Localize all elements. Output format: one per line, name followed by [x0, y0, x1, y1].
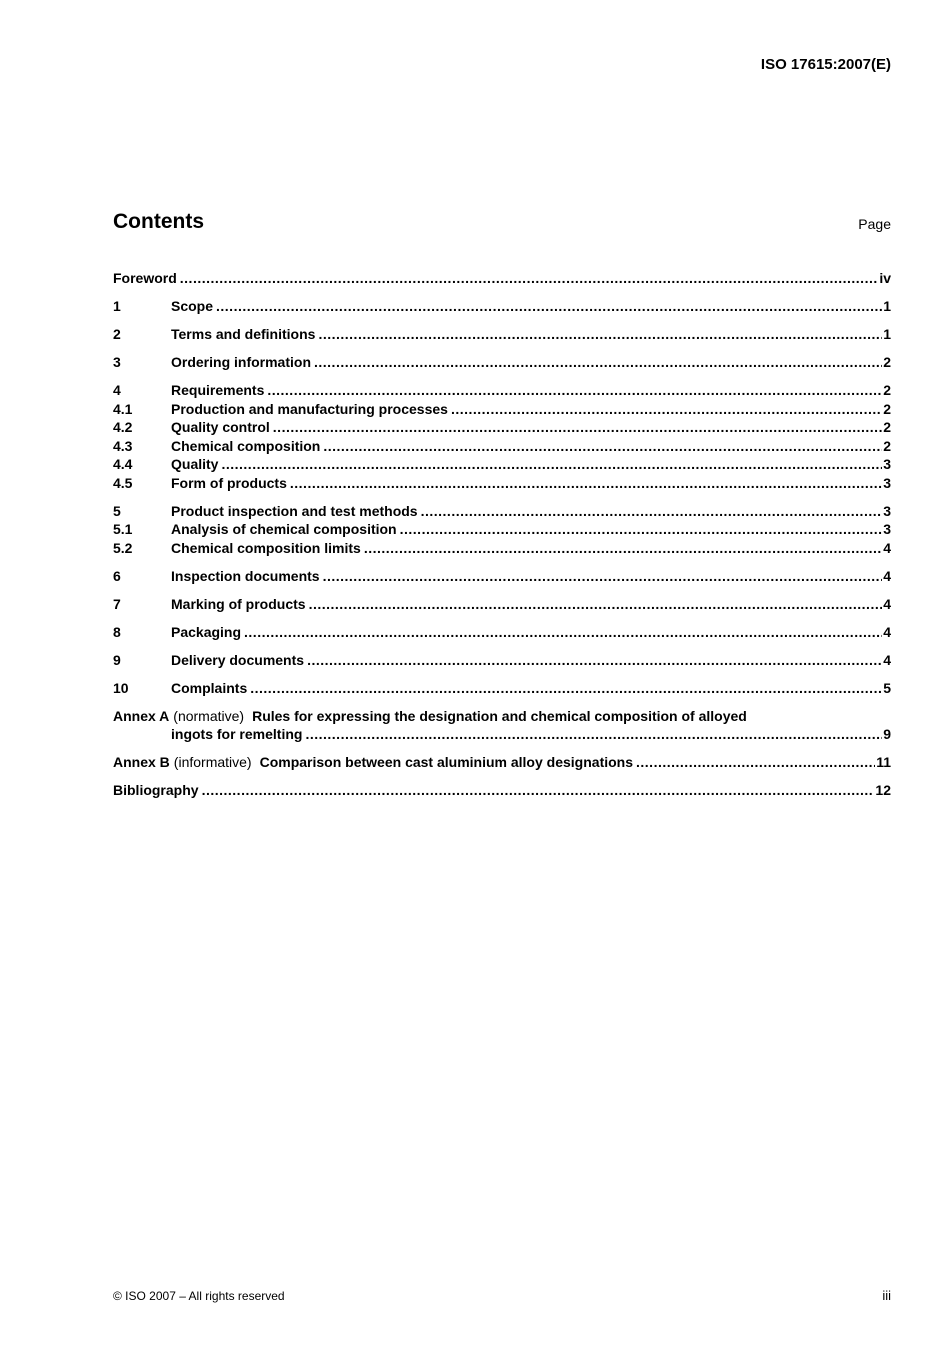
dot-leader — [364, 539, 882, 558]
toc-entry[interactable] — [113, 297, 891, 316]
toc-entry[interactable] — [113, 679, 891, 698]
toc-entry-page: 3 — [883, 474, 891, 491]
contents-heading: Contents — [113, 210, 204, 233]
dot-leader — [180, 269, 879, 288]
toc-entry[interactable] — [113, 400, 891, 419]
toc-entry-title: Product inspection and test methods — [171, 502, 418, 519]
toc-entry-title: Scope — [171, 298, 214, 314]
annex-a-type: (normative) — [173, 707, 245, 724]
toc-entry[interactable] — [113, 325, 891, 344]
dot-leader — [221, 455, 882, 474]
annex-b-label: Annex B — [113, 754, 170, 770]
toc-entry-title: Packaging — [171, 623, 242, 640]
toc-entry-title: Complaints — [171, 679, 248, 696]
toc-entry-page: 5 — [883, 679, 891, 696]
toc-entry-title: Delivery documents — [171, 651, 305, 668]
annex-b-type: (informative) — [173, 754, 252, 770]
toc-entry-number: 5 — [113, 502, 121, 519]
toc-entry-number: 2 — [113, 326, 121, 342]
toc-entry-number: 6 — [113, 567, 121, 584]
toc-entry-page: 2 — [883, 437, 891, 454]
dot-leader — [314, 353, 882, 372]
toc-entry-page: 3 — [883, 521, 891, 537]
toc-entry-number: 4.5 — [113, 474, 133, 491]
toc-entry-number: 4.4 — [113, 456, 133, 472]
toc-entry-title: Ordering information — [171, 354, 311, 370]
dot-leader — [305, 725, 882, 744]
annex-a-label: Annex A — [113, 707, 170, 724]
bibliography-title: Bibliography — [113, 782, 199, 798]
toc-entry-page: 4 — [883, 539, 891, 556]
toc-entry-title: Requirements — [171, 382, 265, 398]
toc-entry-number: 7 — [113, 595, 121, 612]
toc-entry-title: Terms and definitions — [171, 326, 316, 342]
dot-leader — [290, 474, 882, 493]
toc-entry[interactable] — [113, 455, 891, 474]
dot-leader — [451, 400, 882, 419]
dot-leader — [400, 520, 883, 539]
dot-leader — [636, 753, 875, 772]
dot-leader — [323, 437, 882, 456]
toc-entry-number: 4.2 — [113, 419, 133, 435]
toc-entry-title: Analysis of chemical composition — [171, 521, 397, 537]
page-column-label: Page — [858, 216, 891, 232]
toc-entry-number: 8 — [113, 623, 121, 640]
toc-entry-number: 9 — [113, 651, 121, 668]
toc-entry-annex-b[interactable] — [113, 753, 891, 772]
annex-a-title-line1: Rules for expressing the designation and chemical composition of alloyed — [252, 707, 747, 724]
dot-leader — [202, 781, 875, 800]
toc-entry[interactable] — [113, 437, 891, 456]
toc-entry-number: 3 — [113, 354, 121, 370]
toc-entry-page: 2 — [883, 419, 891, 435]
toc-entry-page: iv — [879, 270, 891, 286]
dot-leader — [244, 623, 882, 642]
toc-entry[interactable] — [113, 381, 891, 400]
annex-a-title-line2: ingots for remelting — [171, 726, 303, 742]
toc-entry-number: 5.1 — [113, 521, 133, 537]
dot-leader — [309, 595, 883, 614]
toc-entry-title: Form of products — [171, 474, 287, 491]
toc-entry-number: 10 — [113, 679, 129, 696]
dot-leader — [323, 567, 883, 586]
toc-entry-title: Quality control — [171, 419, 270, 435]
toc-entry-page: 2 — [883, 400, 891, 417]
toc-entry-annex-a-continuation[interactable] — [113, 725, 891, 744]
toc-entry-title: Inspection documents — [171, 567, 320, 584]
page-number: iii — [882, 1288, 891, 1303]
dot-leader — [267, 381, 882, 400]
toc-entry-page: 2 — [883, 382, 891, 398]
toc-entry-page: 4 — [883, 595, 891, 612]
toc-entry-page: 3 — [883, 502, 891, 519]
annex-b-page: 11 — [876, 754, 891, 770]
dot-leader — [318, 325, 882, 344]
toc-entry[interactable] — [113, 539, 891, 558]
toc-entry-title: Quality — [171, 456, 219, 472]
toc-entry-foreword[interactable] — [113, 269, 891, 288]
toc-entry-page: 4 — [883, 623, 891, 640]
toc-entry[interactable] — [113, 474, 891, 493]
toc-entry-page: 1 — [883, 298, 891, 314]
toc-entry[interactable] — [113, 567, 891, 586]
toc-entry-bibliography[interactable] — [113, 781, 891, 800]
toc-entry-title: Chemical composition — [171, 437, 321, 454]
toc-entry-page: 2 — [883, 354, 891, 370]
toc-entry-page: 3 — [883, 456, 891, 472]
toc-entry[interactable] — [113, 595, 891, 614]
toc-entry[interactable] — [113, 623, 891, 642]
dot-leader — [216, 297, 882, 316]
toc-entry-title: Foreword — [113, 270, 177, 286]
toc-entry-number: 4.1 — [113, 400, 133, 417]
dot-leader — [421, 502, 883, 521]
toc-entry[interactable] — [113, 353, 891, 372]
annex-b-title: Comparison between cast aluminium alloy designations — [259, 754, 634, 770]
bibliography-page: 12 — [875, 782, 891, 798]
toc-entry-title: Chemical composition limits — [171, 539, 361, 556]
toc-entry-number: 5.2 — [113, 539, 133, 556]
document-id: ISO 17615:2007(E) — [760, 56, 891, 73]
toc-entry-number: 1 — [113, 298, 121, 314]
dot-leader — [273, 418, 882, 437]
toc-entry-title: Production and manufacturing processes — [171, 400, 448, 417]
toc-entry[interactable] — [113, 651, 891, 670]
toc-entry-number: 4.3 — [113, 437, 133, 454]
annex-a-page: 9 — [883, 726, 891, 742]
table-of-contents — [113, 269, 891, 800]
toc-entry[interactable] — [113, 418, 891, 437]
copyright-notice: © ISO 2007 – All rights reserved — [113, 1289, 285, 1303]
toc-entry-page: 4 — [883, 651, 891, 668]
toc-entry-number: 4 — [113, 382, 121, 398]
dot-leader — [307, 651, 882, 670]
dot-leader — [250, 679, 882, 698]
toc-entry[interactable] — [113, 520, 891, 539]
toc-entry-title: Marking of products — [171, 595, 306, 612]
toc-entry-page: 1 — [883, 326, 891, 342]
toc-entry-page: 4 — [883, 567, 891, 584]
toc-entry-annex-a[interactable] — [113, 707, 891, 726]
toc-entry[interactable] — [113, 502, 891, 521]
